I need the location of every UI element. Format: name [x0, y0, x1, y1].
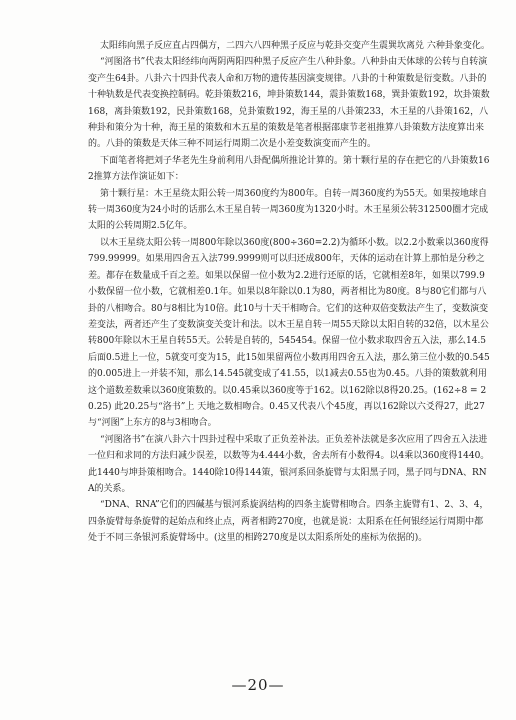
body-text	[88, 38, 492, 547]
paragraph: “河图洛书”在演八卦六十四卦过程中采取了正负差补法。正负差补法就是多次应用了四舍五入法进一位归和求同的方法归减少误差，以数等为4.444小数，舍去所有小数得4。以4乘以360度得1440。此1440与坤卦策相吻合。1440除10得144策，银河系回条旋臂与太阳黑子同，黑子同与DNA、RNA的关系。	[88, 434, 490, 494]
paragraph: “河图洛书”代表太阳经纬向两阴两阳四种黑子反应产生八种卦象。八种卦由天体球的公转与自转演变产生64卦。八卦六十四卦代表人命和万物的遗传基因演变规律。八卦的十种策数是衍变数。八卦的十种轨数是代表变换控制码。乾卦策数216，坤卦策数144，震卦策数168，巽卦策数192，坎卦策数168，离卦策数192，民卦策数168，兑卦策数192，海王星的八卦策233，木王星的八卦策162，八种卦和策分为十种，海王星的策数和木五星的策数是笔者根据邵康节老祖推算八卦策数方法度算出来的。八卦的策数是天体三种不同运行周期二次是小差变数演变而产生的。	[88, 57, 490, 150]
paragraph: 下面笔者将把刘子华老先生身前利用八卦配偶所推论计算的。第十颗行星的存在把它的八卦策数162推算方法作演证如下：	[88, 155, 490, 183]
paragraph: 以木王星绕太阳公转一周800年除以360度(800÷360=2.2)为循环小数。以2.2小数乘以360度得799.99999。如果用四舍五入法799.9999则可以归还成800年，天体的运动在计算上那怕是分秒之差。都存在数量成千百之差。如果以保留一位小数为2.2进行还原的话，它就相差8年，如果以799.9小数保留一位小数，它就相差0.1年。如果以8年除以0.1为80，两者相比为80度。8与80它们都与八卦的八相吻合。80与8相比为10倍。此10与十天干相吻合。它们的这种双倍变数法产生了，变数演变差变法，两者还产生了变数演变关变计和法。以木王星自转一周55天除以太阳自转的32倍，以木星公转800年除以木王星自转55天。公转是自转的，545454。保留一位小数求取四舍五入法，那么14.5后面0.5进上一位，5就变可变为15，此15如果留两位小数再用四舍五入法，那么第三位小数的0.545的0.005进上一并装不知，那么14.545就变成了41.55，以1减去0.55也为0.45。八卦的策数就利用这个道数差数乘以360度策数的。以0.45乘以360度等于162。以162除以8得20.25。(162÷8 = 20.25) 此20.25与“洛书”上 天地之数相吻合。0.45又代表八个45度，再以162除以六爻得27，此27与“河图”上东方的8与3相吻合。	[88, 237, 490, 429]
page-number: —20—	[231, 676, 285, 694]
paragraph: 第十颗行星：木王星绕太阳公转一周360度约为800年。自转一周360度约为55天。如果按地球自转一周360度为24小时的话那么木王星自转一周360度为1320小时。木王星须公转312500圈才完成太阳的公转周期2.5亿年。	[88, 188, 489, 232]
paragraph: “DNA、RNA”它们的四碱基与银河系旋涡结构的四条主旋臂相吻合。四条主旋臂有1、2、3、4，四条旋臂每条旋臂的起始点和终止点，两者相跨270度，也就是说：太阳系在任何银经运行周期中都处于不同三条银河系旋臂场中。(这里的相跨270度是以太阳系所处的座标为依据的)。	[88, 500, 489, 544]
paragraph: 太阳纬向黑子反应直占四偶方，二四六八四种黑子反应与乾卦交变产生震巽坎离兑 六种卦象变化。	[100, 41, 490, 51]
